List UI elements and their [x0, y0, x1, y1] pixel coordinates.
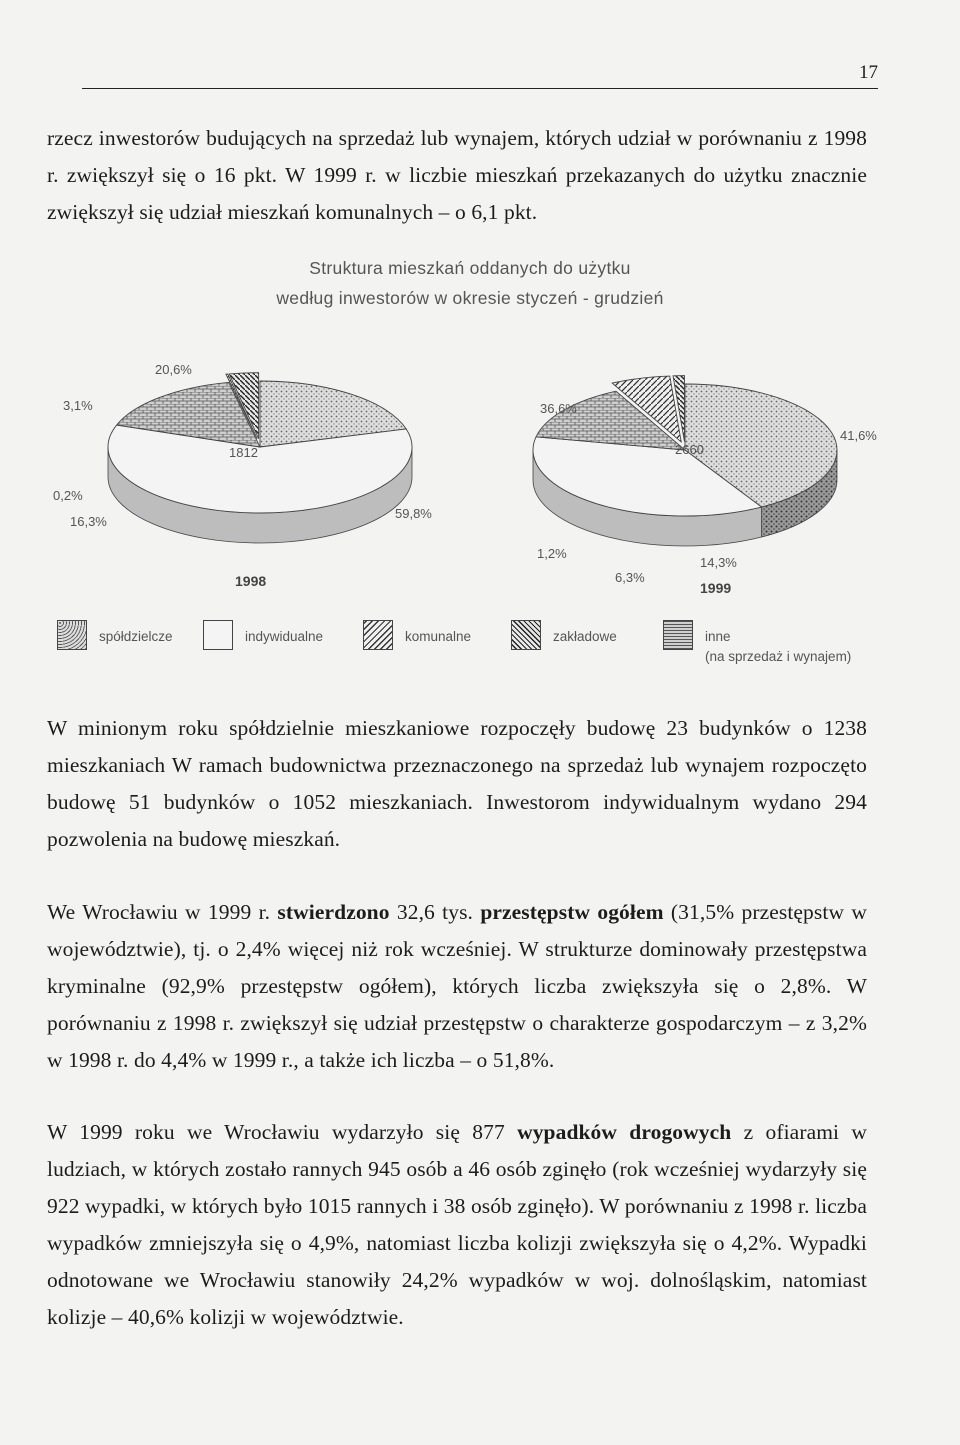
label-1998-spoldzielcze: 20,6%	[155, 362, 192, 377]
label-1999-zakladowe: 1,2%	[537, 546, 567, 561]
legend-swatch-indywidualne	[203, 620, 233, 650]
legend-label-spoldzielcze: spółdzielcze	[99, 629, 173, 644]
page-number: 17	[859, 62, 878, 83]
legend-swatch-komunalne	[363, 620, 393, 650]
paragraph-4	[47, 1114, 867, 1336]
paragraph-1: rzecz inwestorów budujących na sprzedaż lub wynajem, których udział w porównaniu z 1998 r. zwiększył się o 16 pkt. W 1999 r. w liczbie mieszkań przekazanych do użytku znacznie zwiększył się udział mieszkań komunalnych – o 6,1 pkt.	[47, 126, 867, 224]
paragraph-3-part-e: (31,5% przestępstw w województwie), tj. o 2,4% więcej niż rok wcześniej. W strukturze dominowały przestępstwa kryminalne (92,9% przestępstw ogółem), których liczba zwiększyła się o 2,8%. W porównaniu z 1998 r. zwiększył się udział przestępstw o charakterze gospodarczym – z 3,2% w 1998 r. do 4,4% w 1999 r., a także ich liczba – o 51,8%.	[47, 900, 867, 1072]
pie-1998	[108, 373, 412, 543]
legend-label-indywidualne: indywidualne	[245, 629, 324, 644]
label-1999-total: 2660	[675, 442, 704, 457]
paragraph-4-bold-wypadkow: wypadków drogowych	[517, 1120, 732, 1144]
label-1999-inne: 14,3%	[700, 555, 737, 570]
paragraph-3-part-a: We Wrocławiu w 1999 r.	[47, 900, 278, 924]
paragraph-4-part-a: W 1999 roku we Wrocławiu wydarzyło się 877	[47, 1120, 518, 1144]
label-1998-year: 1998	[235, 573, 267, 589]
label-1998-inne: 16,3%	[70, 514, 107, 529]
legend-swatch-zakladowe	[511, 620, 541, 650]
label-1998-total: 1812	[229, 445, 258, 460]
pie-charts-svg	[45, 350, 905, 620]
legend-label-inne-wrap	[705, 620, 851, 667]
legend-item-komunalne	[363, 620, 471, 650]
legend-label-inne: inne	[705, 629, 731, 644]
pie-1999	[533, 376, 837, 546]
label-1999-indywidualne: 36,6%	[540, 401, 577, 416]
legend-item-indywidualne	[203, 620, 323, 650]
chart-title-line-1: Struktura mieszkań oddanych do użytku	[309, 258, 631, 278]
chart-legend	[45, 620, 905, 680]
label-1998-komunalne: 0,2%	[53, 488, 83, 503]
chart-title-line-2: według inwestorów w okresie styczeń - grudzień	[276, 288, 664, 308]
label-1998-zakladowe: 3,1%	[63, 398, 93, 413]
paragraph-4-part-c: z ofiarami w ludziach, w których zostało rannych 945 osób a 46 osób zginęło (rok wcześniej wydarzyły się 922 wypadki, w których było 1015 rannych i 38 osób zginęło). W porównaniu z 1998 r. liczba wypadków zmniejszyła się o 4,9%, natomiast liczba kolizji zwiększyła się o 4,2%. Wypadki odnotowane we Wrocławiu stanowiły 24,2% wypadków w woj. dolnośląskim, natomiast kolizje – 40,6% kolizji w województwie.	[47, 1120, 867, 1329]
legend-item-inne	[663, 620, 851, 667]
label-1999-komunalne: 6,3%	[615, 570, 645, 585]
legend-swatch-inne	[663, 620, 693, 650]
label-1999-spoldzielcze: 41,6%	[840, 428, 877, 443]
legend-sublabel-inne: (na sprzedaż i wynajem)	[705, 649, 852, 664]
paragraph-2: W minionym roku spółdzielnie mieszkaniowe rozpoczęły budowę 23 budynków o 1238 mieszkaniach W ramach budownictwa przeznaczonego na sprzedaż lub wynajem rozpoczęto budowę 51 budynków o 1052 mieszkaniach. Inwestorom indywidualnym wydano 294 pozwolenia na budowę mieszkań.	[47, 716, 867, 851]
paragraph-3-part-c: 32,6 tys.	[389, 900, 481, 924]
legend-swatch-spoldzielcze	[57, 620, 87, 650]
paragraph-3-bold-przestepstw: przestępstw ogółem	[480, 900, 664, 924]
paragraph-3-bold-stwierdzono: stwierdzono	[277, 900, 390, 924]
label-1998-indywidualne: 59,8%	[395, 506, 432, 521]
legend-item-spoldzielcze	[57, 620, 173, 650]
legend-label-komunalne: komunalne	[405, 629, 472, 644]
paragraph-3	[47, 894, 867, 1079]
chart-title	[200, 253, 740, 313]
header-rule	[82, 88, 878, 89]
legend-item-zakladowe	[511, 620, 617, 650]
label-1999-year: 1999	[700, 580, 732, 596]
legend-label-zakladowe: zakładowe	[553, 629, 617, 644]
